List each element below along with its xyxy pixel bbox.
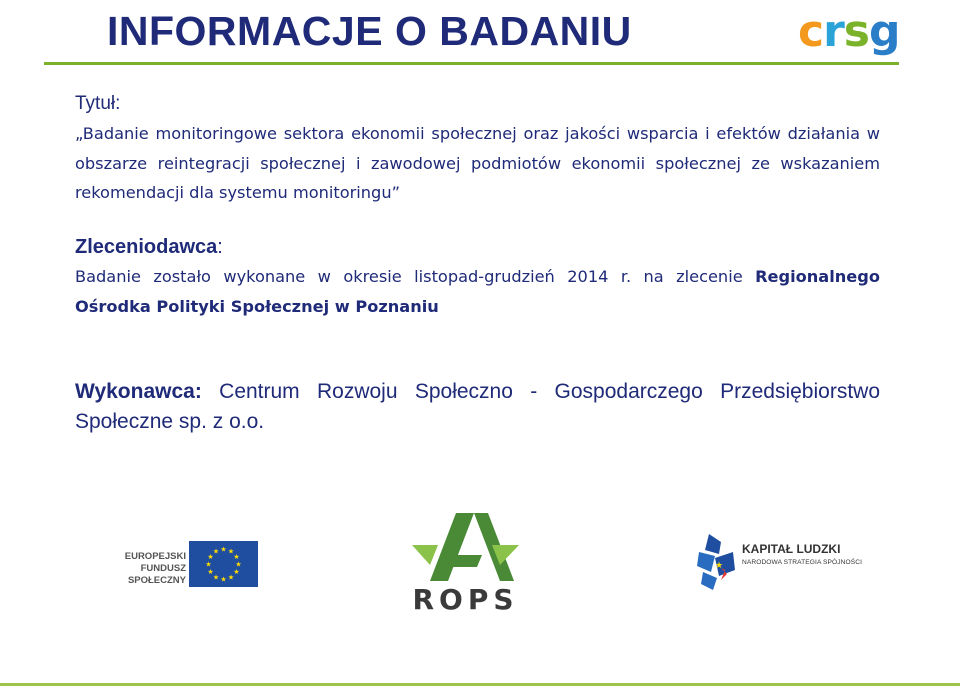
kapital-ludzki-emblem-icon bbox=[695, 532, 739, 592]
page-title: INFORMACJE O BADANIU bbox=[107, 8, 632, 54]
kapital-ludzki-sub: NARODOWA STRATEGIA SPÓJNOŚCI bbox=[742, 559, 863, 566]
svg-text:★: ★ bbox=[212, 547, 220, 556]
kapital-ludzki-logo bbox=[695, 532, 865, 592]
crsg-logo bbox=[796, 2, 936, 64]
study-title-text: „Badanie monitoringowe sektora ekonomii społecznej oraz jakości wsparcia i efektów działania w obszarze reintegracji społecznej i zawodowej podmiotów ekonomii społecznej ze wskazaniem rekomendacji dla systemu monitoringu” bbox=[75, 124, 880, 202]
svg-text:★: ★ bbox=[227, 547, 235, 556]
svg-text:★: ★ bbox=[212, 573, 220, 582]
client-label bbox=[75, 236, 223, 259]
kapital-ludzki-text bbox=[742, 542, 862, 566]
kapital-ludzki-main: KAPITAŁ LUDZKI bbox=[742, 542, 841, 556]
svg-text:★: ★ bbox=[207, 568, 214, 576]
contractor-label: Wykonawca: bbox=[75, 380, 202, 403]
svg-text:crsg: crsg bbox=[798, 6, 900, 57]
footer-divider bbox=[0, 683, 960, 686]
svg-text:★: ★ bbox=[233, 553, 240, 561]
contractor-block bbox=[75, 377, 880, 437]
header-divider bbox=[44, 62, 899, 65]
svg-text:★: ★ bbox=[205, 560, 212, 569]
client-text bbox=[75, 262, 880, 322]
svg-text:★: ★ bbox=[207, 553, 214, 561]
client-organization: Regionalnego Ośrodka Polityki Społecznej w Poznaniu bbox=[75, 267, 880, 316]
rops-logo-text: ROPS bbox=[412, 583, 519, 616]
contractor-text: Centrum Rozwoju Społeczno - Gospodarczego Przedsiębiorstwo Społeczne sp. z o.o. bbox=[75, 380, 881, 433]
eu-flag-icon bbox=[189, 541, 258, 587]
svg-text:★: ★ bbox=[715, 561, 724, 571]
svg-text:★: ★ bbox=[220, 545, 227, 554]
svg-text:★: ★ bbox=[220, 575, 227, 584]
svg-text:★: ★ bbox=[235, 560, 242, 569]
rops-logo bbox=[408, 505, 523, 615]
efs-logo-text bbox=[86, 551, 186, 587]
efs-logo bbox=[86, 541, 258, 587]
client-description: Badanie zostało wykonane w okresie listopad-grudzień 2014 r. na zlecenie bbox=[75, 267, 743, 286]
rops-emblem-icon bbox=[408, 505, 523, 585]
client-label-text: Zleceniodawca bbox=[75, 236, 218, 258]
svg-text:★: ★ bbox=[233, 568, 240, 576]
client-label-colon: : bbox=[217, 236, 223, 258]
efs-line1: EUROPEJSKI bbox=[124, 551, 186, 562]
svg-text:★: ★ bbox=[227, 573, 235, 582]
title-label: Tytuł: bbox=[75, 93, 121, 114]
efs-line2: FUNDUSZ SPOŁECZNY bbox=[127, 563, 186, 586]
